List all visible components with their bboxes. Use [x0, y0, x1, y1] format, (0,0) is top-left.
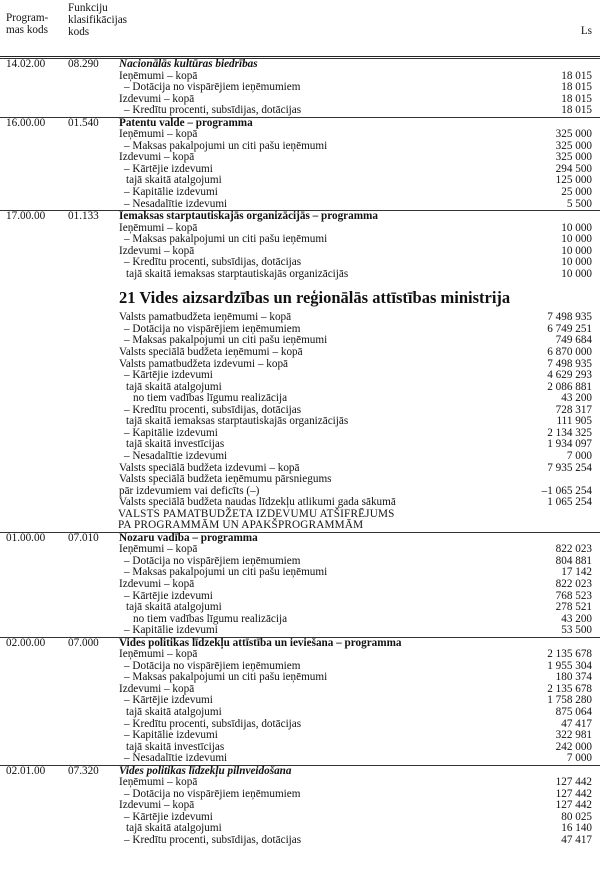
table-row: [0, 234, 600, 246]
table-row: [0, 141, 600, 153]
table-row: [0, 649, 600, 661]
row-amount: 325 000: [555, 151, 592, 164]
table-row: [0, 118, 600, 130]
row-label: – Dotācija no vispārējiem ieņēmumiem: [124, 81, 301, 94]
row-amount: 822 023: [555, 543, 592, 556]
row-amount: 127 442: [555, 799, 592, 812]
table-row: [0, 777, 600, 789]
row-amount: 6 870 000: [547, 346, 592, 359]
row-label: tajā skaitā investīcijas: [126, 740, 225, 753]
table-row: [0, 451, 600, 463]
row-amount: 47 417: [561, 717, 592, 730]
row-label: Valsts speciālā budžeta ieņēmumi – kopā: [119, 346, 303, 359]
table-row: [0, 164, 600, 176]
row-label: tajā skaitā atalgojumi: [126, 174, 222, 187]
row-amount: 25 000: [561, 186, 592, 199]
row-label: Ieņēmumi – kopā: [119, 543, 198, 556]
row-label: – Kredītu procenti, subsīdijas, dotācijas: [124, 403, 302, 416]
table-row: [0, 187, 600, 199]
program-code: 16.00.00: [6, 116, 46, 129]
table-row: [0, 800, 600, 812]
row-amount: 10 000: [561, 256, 592, 269]
row-label: tajā skaitā investīcijas: [126, 438, 225, 451]
row-label: – Nesadalītie izdevumi: [124, 752, 228, 765]
row-label: – Kapitālie izdevumi: [124, 426, 218, 439]
table-row: [0, 544, 600, 556]
row-amount: 1 758 280: [547, 694, 592, 707]
row-amount: 18 015: [561, 104, 592, 117]
row-amount: 10 000: [561, 233, 592, 246]
table-row: [0, 602, 600, 614]
row-amount: 17 142: [561, 566, 592, 579]
table-row: [0, 175, 600, 187]
caption-line-2: PA PROGRAMMĀM UN APAKŠPROGRAMMĀM: [118, 519, 364, 532]
row-amount: 16 140: [561, 822, 592, 835]
function-code: 01.540: [68, 116, 99, 129]
table-row: [0, 199, 600, 211]
row-amount: 7 935 254: [547, 461, 592, 474]
program-title: Nozaru vadība – programma: [119, 531, 258, 544]
row-amount: 2 135 678: [547, 682, 592, 695]
caption-line-1: VALSTS PAMATBUDŽETA IZDEVUMU ATŠIFRĒJUMS: [118, 507, 395, 520]
row-amount: 10 000: [561, 244, 592, 257]
row-label: Valsts speciālā budžeta izdevumi – kopā: [119, 461, 300, 474]
currency-header: Ls: [580, 25, 592, 37]
table-row: [0, 579, 600, 591]
row-label: Izdevumi – kopā: [119, 577, 195, 590]
row-amount: 7 000: [566, 449, 592, 462]
row-amount: 278 521: [555, 601, 592, 614]
table-row: [0, 742, 600, 754]
table-row: [0, 359, 600, 371]
table-row: [0, 730, 600, 742]
row-amount: 127 442: [555, 776, 592, 789]
function-code: 07.320: [68, 764, 99, 777]
row-label: – Dotācija no vispārējiem ieņēmumiem: [124, 554, 301, 567]
row-amount: 822 023: [555, 577, 592, 590]
row-label: Izdevumi – kopā: [119, 799, 195, 812]
row-amount: 728 317: [555, 403, 592, 416]
table-row: [0, 614, 600, 626]
row-label: Valsts pamatbudžeta ieņēmumi – kopā: [119, 311, 292, 324]
table-row: [0, 625, 600, 637]
row-amount: 2 135 678: [547, 648, 592, 661]
program-title: Nacionālās kultūras biedrības: [119, 58, 258, 70]
row-label: Ieņēmumi – kopā: [119, 221, 198, 234]
table-row: [0, 439, 600, 451]
ministry-summary: [0, 312, 600, 508]
row-amount: 180 374: [555, 671, 592, 684]
row-amount: 10 000: [561, 221, 592, 234]
table-row: [0, 684, 600, 696]
row-label: – Maksas pakalpojumi un citi pašu ieņēmumi: [124, 139, 328, 152]
program-code: 17.00.00: [6, 210, 46, 223]
row-amount: –1 065 254: [541, 484, 592, 497]
row-label: Izdevumi – kopā: [119, 682, 195, 695]
program-title: Iemaksas starptautiskajās organizācijās – programma: [119, 210, 378, 223]
table-row: [0, 672, 600, 684]
row-label: Ieņēmumi – kopā: [119, 648, 198, 661]
row-amount: 7 000: [566, 752, 592, 765]
row-label: Valsts speciālā budžeta naudas līdzekļu atlikumi gada sākumā: [119, 496, 396, 509]
row-label: – Kredītu procenti, subsīdijas, dotācijas: [124, 104, 302, 117]
row-label: Ieņēmumi – kopā: [119, 128, 198, 141]
row-label: – Maksas pakalpojumi un citi pašu ieņēmumi: [124, 671, 328, 684]
row-amount: 18 015: [561, 69, 592, 82]
row-amount: 294 500: [555, 162, 592, 175]
row-label: tajā skaitā iemaksas starptautiskajās organizācijās: [126, 415, 349, 428]
row-amount: 18 015: [561, 92, 592, 105]
row-label: Valsts pamatbudžeta izdevumi – kopā: [119, 357, 289, 370]
row-amount: 5 500: [566, 197, 592, 210]
table-row: [0, 812, 600, 824]
row-amount: 43 200: [561, 392, 592, 405]
function-code: 07.010: [68, 531, 99, 544]
row-amount: 18 015: [561, 81, 592, 94]
table-row: [0, 382, 600, 394]
table-row: [0, 567, 600, 579]
row-label: – Nesadalītie izdevumi: [124, 449, 228, 462]
table-header: [0, 0, 600, 58]
program-code: 02.00.00: [6, 636, 46, 649]
table-row: [0, 707, 600, 719]
row-label: – Kārtējie izdevumi: [124, 369, 213, 382]
row-amount: 125 000: [555, 174, 592, 187]
table-row: [0, 533, 600, 545]
table-row: [0, 719, 600, 731]
row-amount: 7 498 935: [547, 311, 592, 324]
row-label: tajā skaitā atalgojumi: [126, 822, 222, 835]
table-row: [0, 638, 600, 650]
row-label: tajā skaitā atalgojumi: [126, 705, 222, 718]
program-block-2: [0, 532, 600, 847]
row-amount: 80 025: [561, 810, 592, 823]
row-label: Izdevumi – kopā: [119, 92, 195, 105]
row-amount: 325 000: [555, 139, 592, 152]
table-row: [0, 347, 600, 359]
row-amount: 749 684: [555, 334, 592, 347]
row-amount: 875 064: [555, 705, 592, 718]
row-label: – Kredītu procenti, subsīdijas, dotācijas: [124, 834, 302, 846]
row-amount: 43 200: [561, 612, 592, 625]
table-row: [0, 105, 600, 117]
row-amount: 6 749 251: [547, 322, 592, 335]
row-label: – Kredītu procenti, subsīdijas, dotācijas: [124, 717, 302, 730]
table-row: [0, 497, 600, 509]
program-title: Vides politikas līdzekļu pilnveidošana: [119, 764, 292, 777]
row-amount: 10 000: [561, 267, 592, 280]
row-label: tajā skaitā atalgojumi: [126, 380, 222, 393]
row-amount: 322 981: [555, 729, 592, 742]
table-row: [0, 71, 600, 83]
row-label: – Kapitālie izdevumi: [124, 729, 218, 742]
row-label: Izdevumi – kopā: [119, 151, 195, 164]
table-row: [0, 591, 600, 603]
table-row: [0, 370, 600, 382]
table-row: [0, 59, 600, 71]
row-amount: 47 417: [561, 834, 592, 846]
table-row: [0, 428, 600, 440]
row-amount: 4 629 293: [547, 369, 592, 382]
table-row: [0, 695, 600, 707]
table-row: [0, 152, 600, 164]
row-label: – Kapitālie izdevumi: [124, 186, 218, 199]
row-label: – Kārtējie izdevumi: [124, 162, 213, 175]
row-label: pār izdevumiem vai deficīts (–): [119, 484, 260, 497]
table-row: [0, 312, 600, 324]
table-row: [0, 753, 600, 765]
row-amount: 2 086 881: [547, 380, 592, 393]
row-label: – Maksas pakalpojumi un citi pašu ieņēmumi: [124, 334, 328, 347]
table-row: [0, 416, 600, 428]
function-code-header: Funkciju klasifikācijas kods: [68, 2, 128, 38]
table-row: [0, 835, 600, 847]
row-label: – Kārtējie izdevumi: [124, 589, 213, 602]
row-label: Izdevumi – kopā: [119, 244, 195, 257]
function-code: 08.290: [68, 58, 99, 70]
row-label: – Nesadalītie izdevumi: [124, 197, 228, 210]
row-label: – Kapitālie izdevumi: [124, 624, 218, 637]
row-amount: 2 134 325: [547, 426, 592, 439]
ministry-title: 21 Vides aizsardzības un reģionālās attīstības ministrija: [119, 288, 511, 308]
table-row: [0, 269, 600, 281]
row-amount: 242 000: [555, 740, 592, 753]
row-label: – Dotācija no vispārējiem ieņēmumiem: [124, 787, 301, 800]
program-title: Vides politikas līdzekļu attīstība un ieviešana – programma: [119, 636, 402, 649]
program-code-header: Program-mas kods: [6, 12, 49, 36]
table-row: [0, 766, 600, 778]
table-row: [0, 211, 600, 223]
row-label: – Kārtējie izdevumi: [124, 810, 213, 823]
program-code: 14.02.00: [6, 58, 46, 70]
row-label: – Kārtējie izdevumi: [124, 694, 213, 707]
row-label: tajā skaitā atalgojumi: [126, 601, 222, 614]
row-label: no tiem vadības līgumu realizācija: [133, 392, 288, 405]
row-amount: 804 881: [555, 554, 592, 567]
table-body: [0, 58, 600, 847]
row-label: – Kredītu procenti, subsīdijas, dotācijas: [124, 256, 302, 269]
row-amount: 111 905: [556, 415, 592, 428]
row-label: tajā skaitā iemaksas starptautiskajās organizācijās: [126, 267, 349, 280]
row-label: Valsts speciālā budžeta ieņēmumu pārsniegums: [119, 473, 332, 486]
row-amount: 768 523: [555, 589, 592, 602]
row-amount: 1 955 304: [547, 659, 592, 672]
row-amount: 127 442: [555, 787, 592, 800]
row-amount: 1 065 254: [547, 496, 592, 509]
row-label: – Dotācija no vispārējiem ieņēmumiem: [124, 659, 301, 672]
function-code: 07.000: [68, 636, 99, 649]
row-label: no tiem vadības līgumu realizācija: [133, 612, 288, 625]
program-code: 01.00.00: [6, 531, 46, 544]
row-amount: 1 934 097: [547, 438, 592, 451]
header-divider: [0, 56, 600, 57]
row-amount: 53 500: [561, 624, 592, 637]
program-code: 02.01.00: [6, 764, 46, 777]
row-amount: 7 498 935: [547, 357, 592, 370]
row-label: – Dotācija no vispārējiem ieņēmumiem: [124, 322, 301, 335]
table-row: [0, 82, 600, 94]
program-block-1: [0, 58, 600, 280]
row-amount: 325 000: [555, 128, 592, 141]
row-label: – Maksas pakalpojumi un citi pašu ieņēmumi: [124, 566, 328, 579]
table-row: [0, 789, 600, 801]
program-title: Patentu valde – programma: [119, 116, 253, 129]
row-label: Ieņēmumi – kopā: [119, 69, 198, 82]
row-label: Ieņēmumi – kopā: [119, 776, 198, 789]
function-code: 01.133: [68, 210, 99, 223]
row-label: – Maksas pakalpojumi un citi pašu ieņēmumi: [124, 233, 328, 246]
table-row: [0, 474, 600, 486]
